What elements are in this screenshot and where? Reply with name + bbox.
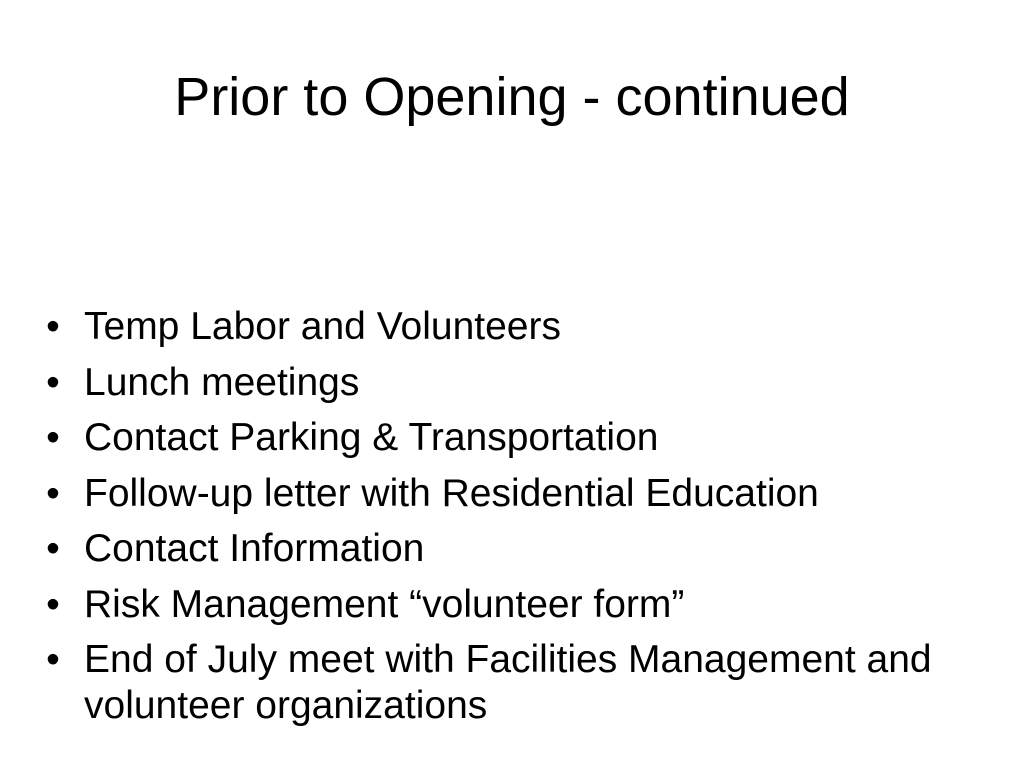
bullet-text: Contact Information <box>84 527 425 570</box>
bullet-text: Contact Parking & Transportation <box>84 416 659 459</box>
bullet-point-icon: • <box>46 416 60 459</box>
bullet-point-icon: • <box>46 360 60 404</box>
bullet-point-icon: • <box>46 471 60 515</box>
bullet-point-icon: • <box>46 305 60 348</box>
bullet-item-parking-transportation <box>43 415 1003 461</box>
bullet-list <box>43 304 1003 729</box>
bullet-item-lunch-meetings <box>43 360 1003 406</box>
bullet-text: Follow-up letter with Residential Education <box>84 471 819 515</box>
bullet-text: End of July meet with Facilities Management and volunteer organizations <box>84 638 932 727</box>
bullet-point-icon: • <box>46 527 60 570</box>
bullet-item-temp-labor <box>43 304 1003 350</box>
bullet-item-risk-management <box>43 582 1003 628</box>
bullet-text: Lunch meetings <box>84 360 360 404</box>
bullet-text: Risk Management “volunteer form” <box>84 582 685 626</box>
bullet-point-icon: • <box>46 582 60 626</box>
slide-title: Prior to Opening - continued <box>174 67 850 127</box>
bullet-item-end-of-july <box>43 637 1003 729</box>
bullet-point-icon: • <box>46 638 60 681</box>
bullet-text: Temp Labor and Volunteers <box>84 305 561 348</box>
bullet-item-follow-up-letter <box>43 471 1003 517</box>
bullet-item-contact-information <box>43 526 1003 572</box>
